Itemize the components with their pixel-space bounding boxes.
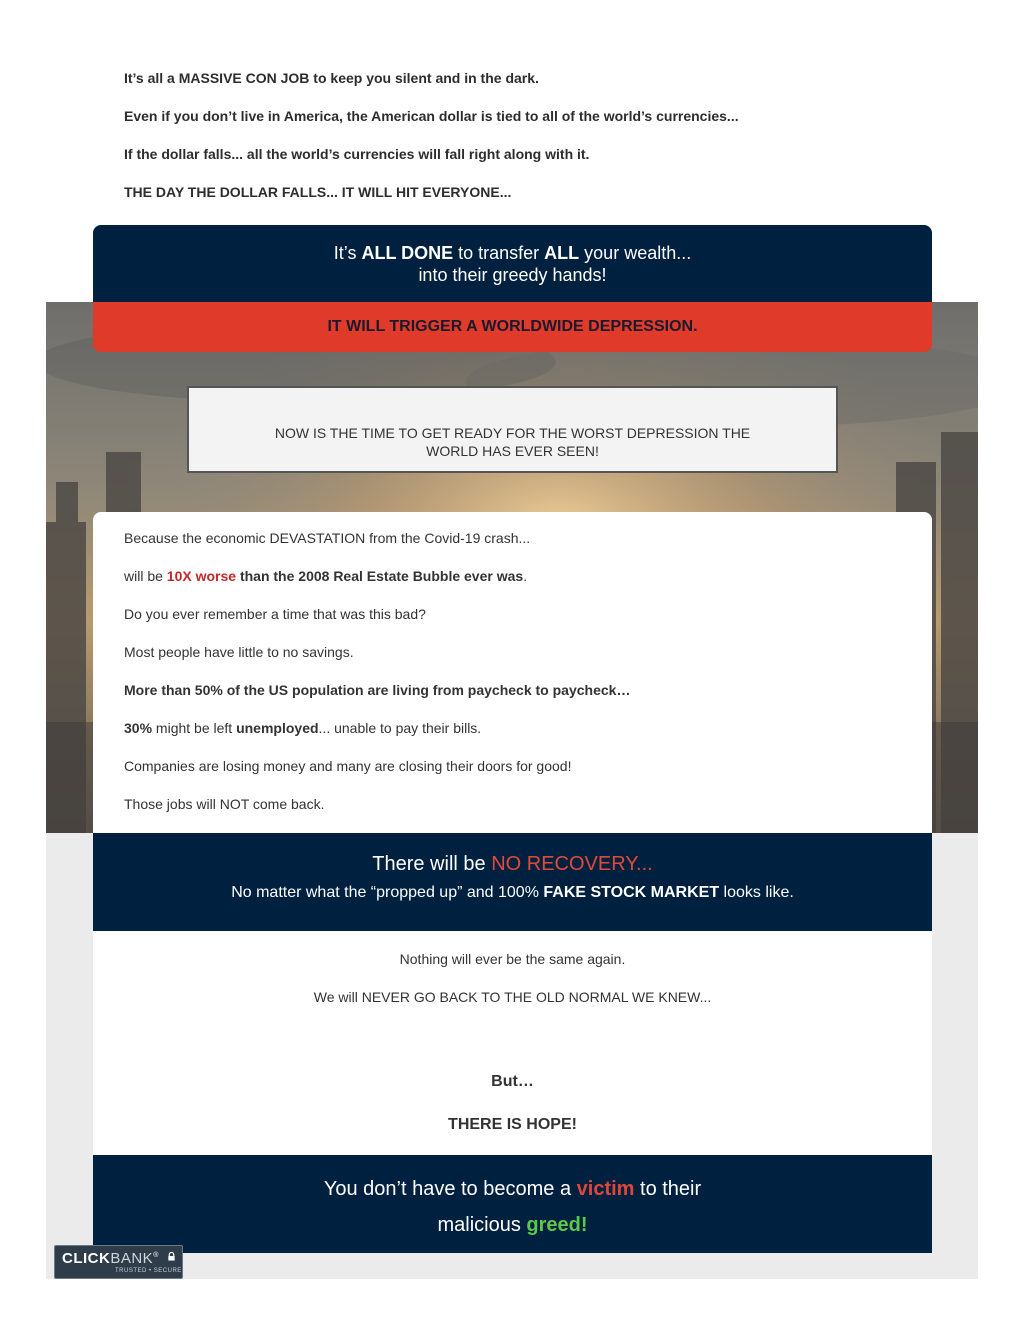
bold-text: than the 2008 Real Estate Bubble ever was	[236, 568, 524, 584]
text: No matter what the “propped up” and 100%	[231, 884, 544, 901]
banner3-line1	[93, 1171, 932, 1207]
bold-text: FAKE STOCK MARKET	[543, 884, 720, 901]
notice-line2: WORLD HAS EVER SEEN!	[426, 443, 599, 459]
banner2-headline	[93, 851, 932, 877]
content-card	[93, 512, 932, 833]
bold-text: unemployed	[236, 720, 319, 736]
paragraph: We will NEVER GO BACK TO THE OLD NORMAL WE KNEW...	[313, 989, 712, 1005]
banner1-text: It’s	[333, 243, 362, 263]
clickbank-logo	[62, 1250, 159, 1267]
paragraph	[124, 682, 901, 699]
logo-text: CLICK	[62, 1250, 111, 1267]
victim-banner	[93, 1155, 932, 1253]
intro-line-4: THE DAY THE DOLLAR FALLS... IT WILL HIT EVERYONE...	[124, 184, 512, 200]
paragraph: Because the economic DEVASTATION from the Covid-19 crash...	[124, 530, 531, 546]
no-recovery-banner	[93, 833, 932, 931]
registered-mark: ®	[153, 1252, 159, 1259]
bold-text: More than 50% of the US population are living from paycheck to paycheck…	[124, 682, 631, 698]
banner1-text: your wealth...	[579, 243, 692, 263]
paragraph: Those jobs will NOT come back.	[124, 796, 325, 812]
notice-box	[187, 386, 838, 473]
depression-warning-bar: IT WILL TRIGGER A WORLDWIDE DEPRESSION.	[93, 302, 932, 352]
highlight-text: 10X worse	[166, 568, 237, 584]
text: to their	[634, 1178, 702, 1200]
banner1-bold: ALL	[544, 243, 580, 263]
highlight-text: victim	[576, 1178, 635, 1200]
text: .	[523, 568, 528, 584]
text: ... unable to pay their bills.	[318, 720, 482, 736]
wealth-transfer-banner	[93, 225, 932, 305]
intro-line-1: It’s all a MASSIVE CON JOB to keep you silent and in the dark.	[124, 70, 539, 86]
logo-text: BANK	[110, 1250, 154, 1267]
hope-heading: THERE IS HOPE!	[448, 1116, 577, 1133]
paragraph: Do you ever remember a time that was this bad?	[124, 606, 426, 622]
but-heading: But…	[491, 1073, 534, 1090]
text: will be	[124, 568, 167, 584]
text: looks like.	[719, 884, 794, 901]
notice-line1: NOW IS THE TIME TO GET READY FOR THE WORST DEPRESSION THE	[274, 425, 751, 441]
paragraph: Most people have little to no savings.	[124, 644, 354, 660]
highlight-text: greed!	[526, 1214, 588, 1236]
paragraph: Nothing will ever be the same again.	[399, 951, 626, 967]
banner1-bold: ALL DONE	[361, 243, 454, 263]
text: You don’t have to become a	[323, 1178, 577, 1200]
paragraph	[124, 720, 901, 737]
intro-text	[124, 70, 924, 222]
lock-icon	[167, 1252, 176, 1261]
banner1-line1	[93, 242, 932, 264]
paragraph: Companies are losing money and many are closing their doors for good!	[124, 758, 572, 774]
text: malicious	[437, 1214, 527, 1236]
hope-section	[93, 931, 932, 1155]
banner3-line2	[93, 1207, 932, 1243]
text: There will be	[372, 853, 492, 875]
banner1-text: to transfer	[453, 243, 545, 263]
clickbank-trust-badge[interactable]	[54, 1245, 183, 1279]
text: might be left	[152, 720, 237, 736]
highlight-text: NO RECOVERY...	[491, 853, 653, 875]
intro-line-3: If the dollar falls... all the world’s currencies will fall right along with it.	[124, 146, 590, 162]
paragraph	[124, 568, 901, 585]
bold-text: 30%	[124, 720, 153, 736]
banner1-line2: into their greedy hands!	[418, 265, 607, 285]
banner2-subline	[93, 883, 932, 903]
intro-line-2: Even if you don’t live in America, the American dollar is tied to all of the world’s currencies...	[124, 108, 739, 124]
clickbank-tagline: TRUSTED • SECURE	[115, 1268, 182, 1274]
